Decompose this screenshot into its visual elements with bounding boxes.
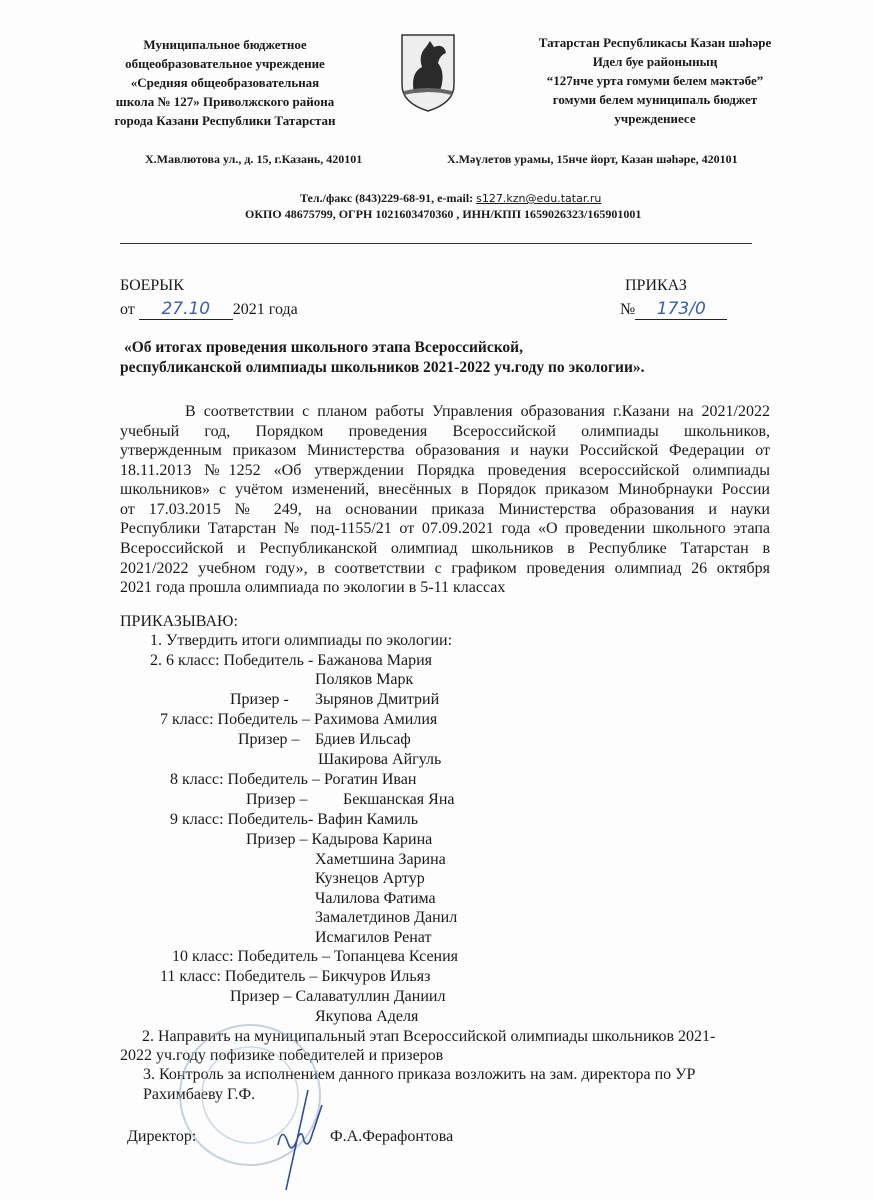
- header-left-line: общеобразовательное учреждение: [125, 56, 325, 71]
- header-left-line: школа № 127» Приволжского района: [115, 94, 335, 109]
- order-heading: ПРИКАЗЫВАЮ:: [120, 613, 238, 630]
- paragraph-line: В соответствии с планом работы Управления образования г.Казани на 2021/2022: [185, 403, 770, 420]
- order-title-line: республиканской олимпиады школьников 2021-2022 уч.году по экологии».: [120, 359, 645, 376]
- order-title-line: «Об итогах проведения школьного этапа Всероссийской,: [124, 339, 523, 356]
- number-line: [620, 299, 727, 320]
- result-line: 7 класс: Победитель – Рахимова Амилия: [160, 711, 438, 728]
- header-right-line: “127нче урта гомуми белем мәктәбе”: [546, 73, 764, 88]
- result-line: Призер -: [230, 691, 289, 708]
- director-name: Ф.А.Ферафонтова: [330, 1128, 454, 1145]
- result-line: Призер –: [246, 791, 308, 808]
- result-line: Призер –: [238, 731, 300, 748]
- contacts-line: [300, 191, 601, 206]
- result-line: 8 класс: Победитель – Рогатин Иван: [170, 771, 417, 788]
- order-item-3-cont: Рахимбаеву Г.Ф.: [143, 1086, 256, 1103]
- paragraph-line: Республики Татарстан № под-1155/21 от 07.09.2021 года «О проведении школьного этапа: [120, 520, 770, 537]
- paragraph-line: учебный год, Порядком проведения Всероссийской олимпиады школьников,: [120, 423, 770, 440]
- paragraph-line: 18.11.2013 №1252 «Об утверждении Порядка проведения всероссийской олимпиады: [120, 462, 770, 479]
- paragraph-line: школьников» с учётом изменений, внесённых в Порядок приказом Минобрнауки России: [120, 481, 770, 498]
- date-line: [120, 299, 298, 320]
- director-signature: [268, 1085, 328, 1195]
- order-item-2: 2. Направить на муниципальный этап Всероссийской олимпиады школьников 2021-: [142, 1028, 716, 1045]
- order-item-2-cont: 2022 уч.году пофизике победителей и призеров: [120, 1047, 444, 1064]
- boeryk-label: БОЕРЫК: [120, 277, 184, 294]
- director-label: Директор:: [127, 1128, 197, 1145]
- paragraph-line: Всероссийской и Республиканской олимпиад школьников в Республике Татарстан в: [120, 540, 770, 557]
- header-right-line: Татарстан Республикасы Казан шәһәре: [538, 35, 772, 50]
- number-handwritten: 173/0: [635, 299, 727, 320]
- prikaz-label: ПРИКАЗ: [625, 277, 687, 294]
- result-line: Призер – Салаватуллин Даниил: [230, 988, 446, 1005]
- result-line: 11 класс: Победитель – Бикчуров Ильяз: [160, 968, 431, 985]
- paragraph-line: 2021/2022 учебном году», в соответствии с графиком проведения олимпиад 26 октября: [120, 560, 770, 577]
- result-line: Исмагилов Ренат: [315, 929, 432, 946]
- date-handwritten: 27.10: [139, 299, 233, 320]
- paragraph-line: 2021 года прошла олимпиада по экологии в 5-11 классах: [120, 579, 506, 596]
- date-year: 2021 года: [232, 301, 298, 318]
- address-tt: Х.Мәүлетов урамы, 15нче йорт, Казан шәһәре, 420101: [447, 152, 738, 166]
- coat-of-arms-emblem: [400, 33, 456, 113]
- order-item-1: 1. Утвердить итоги олимпиады по экологии:: [150, 632, 453, 649]
- result-line: Зырянов Дмитрий: [315, 691, 440, 708]
- email-link[interactable]: s127.kzn@edu.tatar.ru: [476, 192, 602, 205]
- paragraph-line: от 17.03.2015 № 249, на основании приказа Министерства образования и науки: [120, 501, 770, 518]
- header-right-line: Идел буе районының: [592, 54, 718, 69]
- date-prefix: от: [120, 301, 135, 318]
- result-line: 9 класс: Победитель- Вафин Камиль: [170, 811, 419, 828]
- header-left-line: Муниципальное бюджетное: [143, 37, 307, 52]
- result-line: 10 класс: Победитель – Топанцева Ксения: [172, 948, 459, 965]
- result-line: 2. 6 класс: Победитель - Бажанова Мария: [150, 652, 432, 669]
- result-line: Призер – Кадырова Карина: [246, 831, 433, 848]
- result-line: Чалилова Фатима: [315, 890, 436, 907]
- paragraph-line: утвержденным приказом Министерства образования и науки Российской Федерации от: [120, 442, 770, 459]
- order-item-3: 3. Контроль за исполнением данного приказа возложить на зам. директора по УР: [143, 1066, 696, 1083]
- number-sign: №: [620, 301, 636, 318]
- header-left-line: города Казани Республики Татарстан: [114, 113, 336, 128]
- result-line: Шакирова Айгуль: [318, 751, 442, 768]
- result-line: Хаметшина Зарина: [315, 851, 446, 868]
- result-line: Якупова Аделя: [315, 1008, 419, 1025]
- header-right-tt: [505, 33, 805, 128]
- header-divider: [120, 243, 752, 244]
- result-line: Кузнецов Артур: [315, 870, 425, 887]
- header-left-line: «Средняя общеобразовательная: [130, 75, 320, 90]
- header-right-line: учреждениесе: [614, 111, 696, 126]
- header-left-ru: [95, 35, 355, 130]
- result-line: Бдиев Ильсаф: [315, 731, 411, 748]
- header-right-line: гомуми белем муниципаль бюджет: [552, 92, 758, 107]
- codes-line: ОКПО 48675799, ОГРН 1021603470360 , ИНН/КПП 1659026323/165901001: [245, 207, 642, 221]
- contacts-phone: Тел./факс (843)229-68-91, e-mail:: [300, 191, 477, 205]
- result-line: Бекшанская Яна: [343, 791, 455, 808]
- address-ru: Х.Мавлютова ул., д. 15, г.Казань, 420101: [145, 152, 363, 166]
- result-line: Замалетдинов Данил: [315, 909, 458, 926]
- result-line: Поляков Марк: [315, 671, 414, 688]
